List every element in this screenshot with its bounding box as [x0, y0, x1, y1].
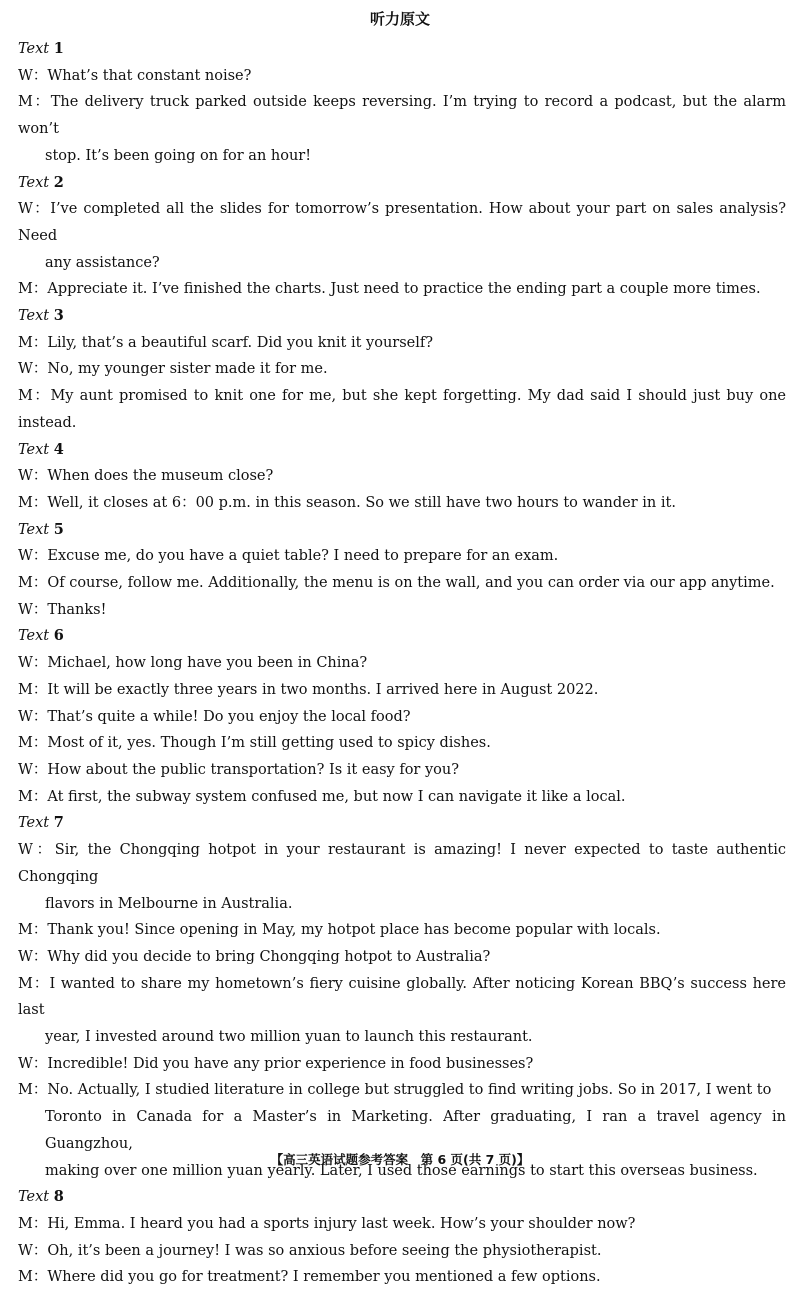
dialogue-line-continuation: year, I invested around two million yuan to launch this restaurant. — [45, 1029, 533, 1046]
dialogue-line: M：I wanted to share my hometown’s fiery cuisine globally. After noticing Korean BBQ’s success here last — [18, 975, 786, 1019]
text-heading: Text 5 — [18, 520, 64, 538]
dialogue-line: W：That’s quite a while! Do you enjoy the local food? — [18, 708, 411, 725]
text-heading: Text 1 — [18, 40, 64, 57]
dialogue-line-continuation: Toronto in Canada for a Master’s in Marketing. After graduating, I ran a travel agency in Guangzhou, — [45, 1109, 786, 1152]
dialogue-line: W：Incredible! Did you have any prior experience in food businesses? — [18, 1055, 534, 1072]
dialogue-line: M：Thank you! Since opening in May, my hotpot place has become popular with locals. — [18, 922, 661, 939]
text-heading: Text 6 — [18, 627, 64, 645]
text-heading: Text 7 — [18, 814, 64, 832]
dialogue-line: W：Thanks! — [18, 601, 107, 618]
dialogue-line: W：Why did you decide to bring Chongqing hotpot to Australia? — [18, 948, 491, 965]
dialogue-line: M：It will be exactly three years in two months. I arrived here in August 2022. — [18, 681, 599, 698]
dialogue-line: M：Of course, follow me. Additionally, the menu is on the wall, and you can order via our app anytime. — [18, 575, 775, 592]
dialogue-line: W：No, my younger sister made it for me. — [18, 361, 328, 378]
dialogue-line: M：Well, it closes at 6：00 p.m. in this season. So we still have two hours to wander in it. — [18, 494, 676, 511]
dialogue-line: M：Appreciate it. I’ve finished the charts. Just need to practice the ending part a couple more times. — [18, 281, 761, 298]
dialogue-line: W：What’s that constant noise? — [18, 67, 252, 84]
dialogue-line: M：My aunt promised to knit one for me, but she kept forgetting. My dad said I should just buy one instead. — [18, 388, 786, 431]
dialogue-line: W：Oh, it’s been a journey! I was so anxious before seeing the physiotherapist. — [18, 1242, 602, 1259]
text-heading: Text 2 — [18, 173, 64, 191]
dialogue-line: M：At first, the subway system confused me, but now I can navigate it like a local. — [18, 788, 626, 805]
dialogue-line: M：No. Actually, I studied literature in college but struggled to find writing jobs. So in 2017, I went to — [18, 1082, 772, 1099]
dialogue-line: W：I’ve completed all the slides for tomorrow’s presentation. How about your part on sales analysis? Need — [18, 201, 786, 244]
dialogue-line: W：When does the museum close? — [18, 468, 274, 485]
dialogue-line-continuation: any assistance? — [45, 254, 160, 271]
dialogue-line: M：The delivery truck parked outside keeps reversing. I’m trying to record a podcast, but the alarm won’t — [18, 94, 786, 138]
text-heading: Text 3 — [18, 307, 64, 325]
page-footer: 【高三英语试题参考答案 第 6 页(共 7 页)】 — [270, 1152, 530, 1167]
dialogue-line: M：Most of it, yes. Though I’m still getting used to spicy dishes. — [18, 735, 491, 752]
dialogue-line-continuation: making over one million yuan yearly. Later, I used those earnings to start this overseas business. — [45, 1162, 758, 1179]
dialogue-line: M：Lily, that’s a beautiful scarf. Did you knit it yourself? — [18, 334, 434, 351]
transcript-body — [18, 36, 786, 1291]
dialogue-line: W：Michael, how long have you been in China? — [18, 655, 368, 672]
dialogue-line: M：Where did you go for treatment? I remember you mentioned a few options. — [18, 1269, 601, 1286]
text-heading: Text 4 — [18, 440, 64, 458]
dialogue-line: W：Sir, the Chongqing hotpot in your restaurant is amazing! I never expected to taste authentic Chongqing — [18, 842, 786, 885]
dialogue-line: W：How about the public transportation? Is it easy for you? — [18, 761, 459, 778]
page-title: 听力原文 — [369, 10, 430, 28]
dialogue-line-continuation: stop. It’s been going on for an hour! — [45, 147, 312, 164]
dialogue-line: M：Hi, Emma. I heard you had a sports injury last week. How’s your shoulder now? — [18, 1215, 636, 1232]
dialogue-line-continuation: flavors in Melbourne in Australia. — [45, 895, 293, 912]
text-heading: Text 8 — [18, 1188, 64, 1206]
dialogue-line: W：Excuse me, do you have a quiet table? I need to prepare for an exam. — [18, 548, 559, 565]
